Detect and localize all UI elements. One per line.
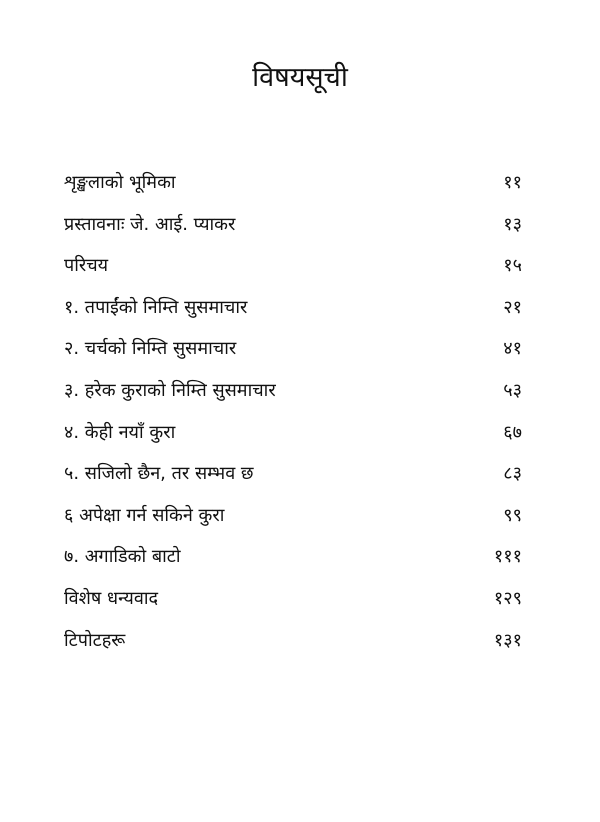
toc-entry-title: शृङ्खलाको भूमिका [64, 172, 176, 193]
toc-row [64, 290, 522, 332]
toc-row [64, 498, 522, 540]
toc-row [64, 207, 522, 249]
toc-page-number: १२९ [493, 587, 522, 609]
toc-page-number: १५ [503, 255, 522, 277]
toc-page-number: ९९ [503, 504, 522, 526]
toc-row [64, 539, 522, 581]
toc-entry-title: टिपोटहरू [64, 629, 126, 651]
toc-page-number: ४१ [503, 338, 522, 360]
toc-page-number: ६७ [503, 421, 522, 443]
toc-row [64, 373, 522, 415]
toc-row [64, 581, 522, 623]
toc-page-number: १३ [503, 213, 522, 235]
toc-entry-title: ४. केही नयाँ कुरा [64, 421, 176, 443]
toc-row [64, 456, 522, 498]
toc-page-number: ८३ [503, 463, 522, 485]
toc-entry-title: प्रस्तावनाः जे. आई. प्याकर [64, 213, 236, 235]
page-title: विषयसूची [252, 62, 348, 93]
toc-row [64, 331, 522, 373]
toc-row [64, 248, 522, 290]
toc-entry-title: ३. हरेक कुराको निम्ति सुसमाचार [64, 379, 276, 401]
toc-page-number: ५३ [503, 379, 522, 401]
toc-entry-title: परिचय [64, 255, 109, 277]
toc-row [64, 623, 522, 665]
toc-page-number: २१ [503, 296, 522, 318]
toc-page-number: १३१ [493, 629, 522, 651]
toc-entry-title: १. तपाईंको निम्ति सुसमाचार [64, 296, 248, 318]
toc-entry-title: ६ अपेक्षा गर्न सकिने कुरा [64, 504, 225, 526]
toc-entry-title: ७. अगाडिको बाटो [64, 546, 181, 568]
toc-page-number: १११ [493, 546, 522, 568]
toc-entry-title: २. चर्चको निम्ति सुसमाचार [64, 338, 237, 360]
toc-entry-title: विशेष धन्यवाद [64, 587, 159, 609]
toc-row [64, 165, 522, 207]
toc-page-number: ११ [503, 172, 522, 193]
toc-row [64, 415, 522, 457]
toc-entry-title: ५. सजिलो छैन, तर सम्भव छ [64, 463, 254, 485]
table-of-contents [64, 165, 522, 664]
